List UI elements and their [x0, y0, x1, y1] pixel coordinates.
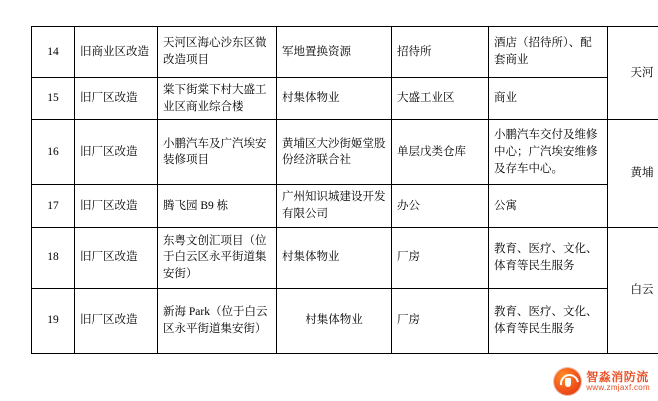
cell-planned-use: 公寓	[489, 185, 608, 227]
cell-renovation-type: 旧厂区改造	[75, 288, 158, 353]
cell-serial-number: 16	[32, 120, 75, 185]
cell-serial-number: 17	[32, 185, 75, 227]
cell-current-use: 招待所	[392, 27, 489, 78]
cell-renovation-type: 旧厂区改造	[75, 185, 158, 227]
cell-project-name: 新海 Park（位于白云区永平街道集安街）	[158, 288, 277, 353]
cell-planned-use: 小鹏汽车交付及维修中心；广汽埃安维修及存车中心。	[489, 120, 608, 185]
watermark-logo	[554, 368, 650, 395]
cell-owner-unit: 广州知识城建设开发有限公司	[277, 185, 392, 227]
cell-current-use: 厂房	[392, 227, 489, 288]
cell-planned-use: 教育、医疗、文化、体育等民生服务	[489, 288, 608, 353]
table-row	[32, 288, 658, 353]
table-row	[32, 78, 658, 120]
cell-district: 白云	[608, 227, 658, 353]
project-table	[31, 26, 658, 354]
table-row	[32, 227, 658, 288]
cell-project-name: 天河区海心沙东区微改造项目	[158, 27, 277, 78]
watermark-text	[586, 371, 650, 393]
cell-current-use: 大盛工业区	[392, 78, 489, 120]
cell-current-use: 厂房	[392, 288, 489, 353]
cell-owner-unit: 村集体物业	[277, 288, 392, 353]
table-row	[32, 27, 658, 78]
cell-renovation-type: 旧厂区改造	[75, 120, 158, 185]
cell-project-name: 腾飞园 B9 栋	[158, 185, 277, 227]
cell-serial-number: 15	[32, 78, 75, 120]
cell-serial-number: 18	[32, 227, 75, 288]
cell-district: 天河	[608, 27, 658, 120]
cell-owner-unit: 村集体物业	[277, 78, 392, 120]
cell-project-name: 东粤文创汇项目（位于白云区永平街道集安街）	[158, 227, 277, 288]
cell-renovation-type: 旧商业区改造	[75, 27, 158, 78]
cell-serial-number: 14	[32, 27, 75, 78]
cell-owner-unit: 军地置换资源	[277, 27, 392, 78]
cell-owner-unit: 黄埔区大沙街姬堂股份经济联合社	[277, 120, 392, 185]
cell-renovation-type: 旧厂区改造	[75, 227, 158, 288]
table-row	[32, 120, 658, 185]
cell-project-name: 棠下街棠下村大盛工业区商业综合楼	[158, 78, 277, 120]
cell-planned-use: 教育、医疗、文化、体育等民生服务	[489, 227, 608, 288]
cell-owner-unit: 村集体物业	[277, 227, 392, 288]
flame-icon	[554, 368, 581, 395]
watermark-subtitle: www.zmjaxf.com	[586, 382, 650, 392]
cell-renovation-type: 旧厂区改造	[75, 78, 158, 120]
cell-planned-use: 商业	[489, 78, 608, 120]
cell-district: 黄埔	[608, 120, 658, 227]
table-row	[32, 185, 658, 227]
cell-current-use: 办公	[392, 185, 489, 227]
cell-current-use: 单层戊类仓库	[392, 120, 489, 185]
cell-planned-use: 酒店（招待所）、配套商业	[489, 27, 608, 78]
watermark-title: 智淼消防流	[586, 369, 649, 384]
cell-project-name: 小鹏汽车及广汽埃安装修项目	[158, 120, 277, 185]
cell-serial-number: 19	[32, 288, 75, 353]
